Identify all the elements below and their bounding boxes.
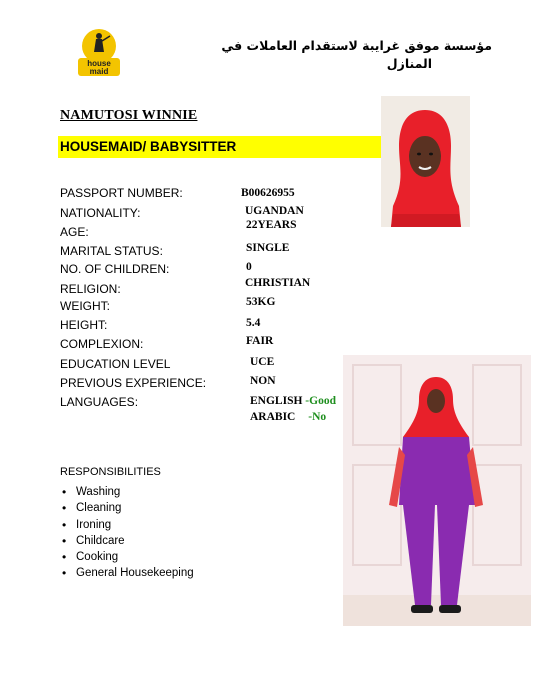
responsibilities-list	[60, 484, 194, 582]
language-english-name: ENGLISH	[250, 395, 303, 407]
full-body-photo	[343, 355, 531, 626]
value-religion: CHRISTIAN	[245, 277, 311, 289]
list-item: • General Housekeeping	[60, 565, 194, 581]
list-item: • Childcare	[60, 533, 194, 549]
language-arabic-level: -No	[308, 411, 327, 423]
value-age: 22YEARS	[246, 219, 297, 231]
label-languages: LANGUAGES:	[60, 395, 139, 409]
label-marital-status: MARITAL STATUS:	[60, 244, 163, 258]
label-complexion: COMPLEXION:	[60, 337, 144, 351]
value-height: 5.4	[246, 317, 261, 329]
language-arabic	[250, 411, 326, 423]
language-english	[250, 395, 336, 407]
value-children: 0	[246, 261, 252, 273]
value-nationality: UGANDAN	[245, 205, 304, 217]
list-item: • Cleaning	[60, 500, 194, 516]
value-marital-status: SINGLE	[246, 242, 290, 254]
candidate-name: NAMUTOSI WINNIE	[60, 108, 198, 123]
list-item: • Cooking	[60, 549, 194, 565]
label-weight: WEIGHT:	[60, 299, 110, 313]
value-weight: 53KG	[246, 296, 276, 308]
label-age: AGE:	[60, 225, 89, 239]
label-nationality: NATIONALITY:	[60, 206, 141, 220]
company-name-arabic-line-1: مؤسسة موفق غرايبة لاستقدام العاملات في	[221, 38, 492, 53]
label-children: NO. OF CHILDREN:	[60, 262, 170, 276]
value-passport: B00626955	[241, 187, 295, 199]
responsibilities-heading: RESPONSIBILITIES	[60, 466, 161, 478]
language-english-level: -Good	[305, 395, 336, 407]
value-education: UCE	[250, 356, 275, 368]
logo-text-maid: maid	[89, 67, 109, 76]
label-height: HEIGHT:	[60, 318, 108, 332]
value-experience: NON	[250, 375, 276, 387]
logo-text-house: house	[87, 59, 111, 68]
company-logo	[76, 28, 122, 78]
label-religion: RELIGION:	[60, 282, 121, 296]
label-experience: PREVIOUS EXPERIENCE:	[60, 376, 207, 390]
portrait-photo	[381, 96, 470, 227]
value-complexion: FAIR	[246, 335, 274, 347]
label-passport: PASSPORT NUMBER:	[60, 186, 183, 200]
position-title: HOUSEMAID/ BABYSITTER	[60, 139, 237, 154]
language-arabic-name: ARABIC	[250, 411, 296, 423]
list-item: • Ironing	[60, 517, 194, 533]
list-item: • Washing	[60, 484, 194, 500]
company-name-arabic-line-2: المنازل	[386, 56, 432, 71]
label-education: EDUCATION LEVEL	[60, 357, 171, 371]
